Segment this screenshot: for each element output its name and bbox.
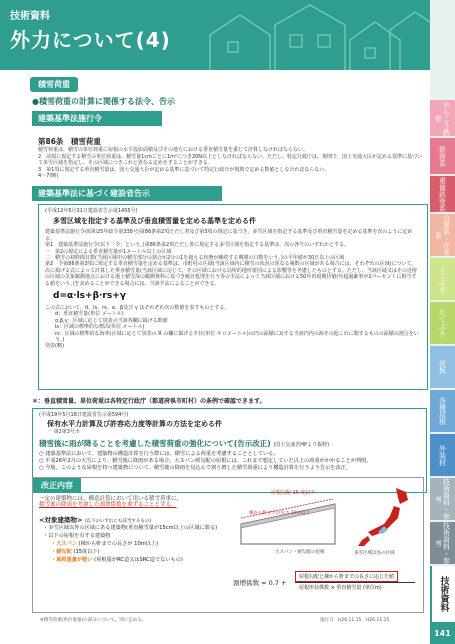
revision-highlight	[39, 438, 420, 449]
notice-ref: (平成12年5月31日建設省告示第1455号)	[45, 207, 138, 214]
bullet: ○ 建築基準法において、建築物の構造計算を行う際には、積雪による荷重を考慮することとしている。	[39, 450, 279, 457]
sidebar-item-10[interactable]: 技術資料・参考	[430, 478, 455, 520]
article-title: 第86条 積雪荷重	[38, 137, 101, 146]
condition-key: ・屋根重量が軽い	[51, 556, 93, 563]
highlight-note: (国土交通省HPより抜粋)	[273, 441, 330, 448]
condition	[51, 548, 229, 556]
target-title: <対象建築物>	[39, 515, 83, 524]
sidebar-item-3[interactable]: 重量鉄骨系	[430, 176, 455, 212]
sidebar-item-active[interactable]: 技術資料	[430, 566, 455, 622]
span-caption: 大スパン・緩勾配の屋根	[275, 550, 325, 555]
revision-left	[39, 496, 229, 564]
bullet: ○ 平成26年2月の大雪により、積雪後に降雨がある場合、大スパン緩勾配の屋根には、これまで想定していた以上の荷重がかかることが判明。	[39, 457, 372, 464]
sidebar-item-9[interactable]: 外装材	[430, 434, 455, 476]
houses-illustration	[180, 0, 430, 70]
revision-footnote: ※積雪荷重(単位重量)の部分について、別に定める。	[40, 618, 147, 623]
roof-diagram	[235, 484, 343, 556]
revision-box	[32, 477, 424, 613]
main-content	[10, 72, 420, 493]
formula-lhs: 割増係数 = 0.7 +	[233, 579, 287, 587]
condition-detail: (屋根版がRC造又はSRC造でないもの)	[94, 556, 183, 563]
note-text: ：垂直積雪量、単位荷重は各特定行政庁（都道府県市町村）の条例で確認できます。	[38, 397, 266, 405]
page-header	[0, 0, 430, 70]
revision-lead-2: 積雪後の降雨を考慮した割増係数を乗ずることとする。	[39, 502, 177, 509]
notice2-ref: (平成19年5月18日建設省告示第594号)	[39, 411, 129, 418]
condition	[51, 540, 229, 548]
article-para: 4〜7(略)	[38, 173, 59, 180]
condition: ・多雪区域以外の区域にある建築物(垂直積雪量が15cm以上の区域に限る)	[43, 524, 218, 531]
length-label: 棟から軒までの長さ 10m以上	[249, 511, 311, 516]
formula-lead: この式において、d、ls、rs、α、β及び γ はそれぞれ次の数値を表すものとする。	[45, 305, 230, 312]
notice2-subref: 一 第2第3号ホ	[47, 429, 80, 436]
formula-def: d：垂直積雪量(単位 メートル)	[55, 311, 124, 318]
table-ref: 別表(略)	[45, 343, 64, 350]
notice-item: 第2 令第86条第3項に規定する垂直積雪量を定める基準は、市町村の区域(当該区域内に積雪の状況の異なる複数の区域がある場合には、それぞれの区域)について、次に掲げる式によって計算した垂直積雪量(当該区域に応じて、その区域における局所的地形要因による影響等を考慮したものとする。ただし、当該区域又はその近傍の区域の気象観測地点における地上積雪深の観測資料に基づき統計処理を行う等の手法によって当該区域における50年再現期待値(年超過確率が2パーセントに相当する値をいう。)を求めることができる場合には、当該手法によることができる。	[45, 261, 417, 287]
sidebar-item-5[interactable]: よこぶき	[430, 258, 455, 300]
revision-tag: 改正内容	[33, 478, 81, 493]
condition-list	[43, 524, 229, 564]
article-para: 積雪荷重は、積雪の単位荷重に屋根の水平投影面積及びその地方における垂直積雪量を乗じて計算しなければならない。	[38, 147, 309, 153]
section-lead: ●積雪荷重の計算に関係する法令、告示	[32, 97, 175, 106]
header-tag: 技術資料	[10, 11, 50, 22]
sidebar-item-8[interactable]: 各種屋根	[430, 390, 455, 432]
condition-detail: (15度以下)	[73, 548, 100, 555]
notice-item: 二 積雪の初終間日数(当該区域中の積雪部分の割合が2分の1を超える状態が継続する期間の日数をいう。)の平年値が30日以上の区域	[45, 255, 345, 261]
map-caption: 多雪区域以外の区域	[354, 551, 395, 556]
notice-bar: 建築基準法に基づく建設省告示	[32, 186, 222, 201]
surcharge-formula	[233, 571, 423, 595]
effective-date: 施行日：H26.11.15、H26.11.15	[320, 618, 390, 623]
bullet: ○ 今般、このような屋根を持つ建築物について、積雪後の降雨を見込んで割り増した積雪荷重により構造計算を行うよう告示を改正。	[39, 464, 352, 471]
notice-title: 多雪区域を指定する基準及び垂直積雪量を定める基準を定める件	[53, 217, 256, 226]
formula-numerator: 屋根勾配と棟から軒までの長さに応じた値	[295, 571, 398, 582]
article-para: 3 第1項に規定する垂直積雪量は、国土交通大臣が定める基準に基づいて特定行政庁が規則で定める数値としなければならない。	[38, 166, 330, 173]
target-note: (以下のいずれにも該当するもの)	[84, 518, 152, 524]
notice-item: 一 第2の規定による垂直積雪量が1メートル以上の区域	[45, 248, 172, 255]
condition-detail: (棟から軒までの長さが 10m以上)	[78, 540, 159, 547]
notice-box	[38, 204, 428, 390]
condition-key: ・大スパン	[51, 540, 77, 547]
law-bar: 建築基準法施行令	[32, 111, 162, 126]
notice-intro: 建築基準法施行令(昭和25年政令第338号)第86条第2項ただし書及び第3項の規定に基づき、多雪区域を指定する基準及び垂直積雪量を定める基準を次のように定める。	[45, 229, 413, 242]
formula-def: ls：区域の標準的な標高(単位 メートル)	[55, 324, 145, 331]
revision-lead-1: 一定の建築物には、構造計算において用いる積雪荷重に、	[39, 496, 183, 502]
formula-def: α,β,γ：区域に応じて別表の当該各欄に掲げる数値	[55, 317, 168, 324]
sidebar	[430, 0, 455, 644]
notice2-title: 保有水平力計算及び許容応力度等計算の方法を定める件	[47, 420, 222, 429]
sidebar-item-11[interactable]: 技術資料・参考	[430, 522, 455, 564]
target-heading	[39, 515, 229, 524]
condition-key: ・緩勾配	[51, 548, 72, 555]
sidebar-item-7[interactable]: 波板	[430, 346, 455, 388]
article-para: 2 前項に規定する積雪の単位荷重は、積雪量1cmごとに1m²につき20N以上としなければならない。ただし、特定行政庁は、規則で、国土交通大臣が定める基準に基づいて多雪区域を指定し、その区域につきこれと異なる定めをすることができる。	[38, 153, 422, 167]
highlight-text: 積雪後に雨が降ることを考慮した積雪荷重の強化について(告示改正)	[39, 438, 271, 448]
notice-item: 第1 建築基準法施行令(以下「令」という。)第86条第2項ただし書に規定する多雪区域を指定する基準は、次の各号のいずれかとする。	[45, 242, 350, 249]
page-title: 外力について(4)	[10, 28, 171, 52]
note-mark: ＊	[32, 397, 39, 405]
page-number: 141	[430, 622, 455, 644]
formula-def: rs：区域の標準的な海率(区域に応じて別表の R の欄に掲げる半径(単位 キロメートル)の円の面積に対する当該円内の海その他これに類するものの面積の割合をいう。)	[55, 330, 419, 344]
sidebar-item-1[interactable]: かんこう鉄骨	[430, 100, 455, 136]
condition	[51, 556, 229, 564]
ordinance-note	[32, 396, 420, 405]
article-body	[38, 147, 424, 180]
snow-formula: d=α·ls+β·rs+γ	[53, 291, 126, 302]
section-pill: 積雪荷重	[30, 77, 78, 92]
japan-map	[348, 484, 420, 556]
sidebar-item-4[interactable]: 合掌系・在来系	[430, 214, 455, 256]
slope-label: 屋根勾配 15 度以下	[271, 490, 316, 496]
sidebar-item-2[interactable]: 鉄骨系	[430, 138, 455, 174]
condition: ・以下の屋根を有する建築物	[43, 532, 111, 539]
sidebar-item-6[interactable]: たてぶき	[430, 302, 455, 344]
formula-denominator: 屋根形状係数 × 垂直積雪量 (単位m)	[299, 585, 382, 591]
